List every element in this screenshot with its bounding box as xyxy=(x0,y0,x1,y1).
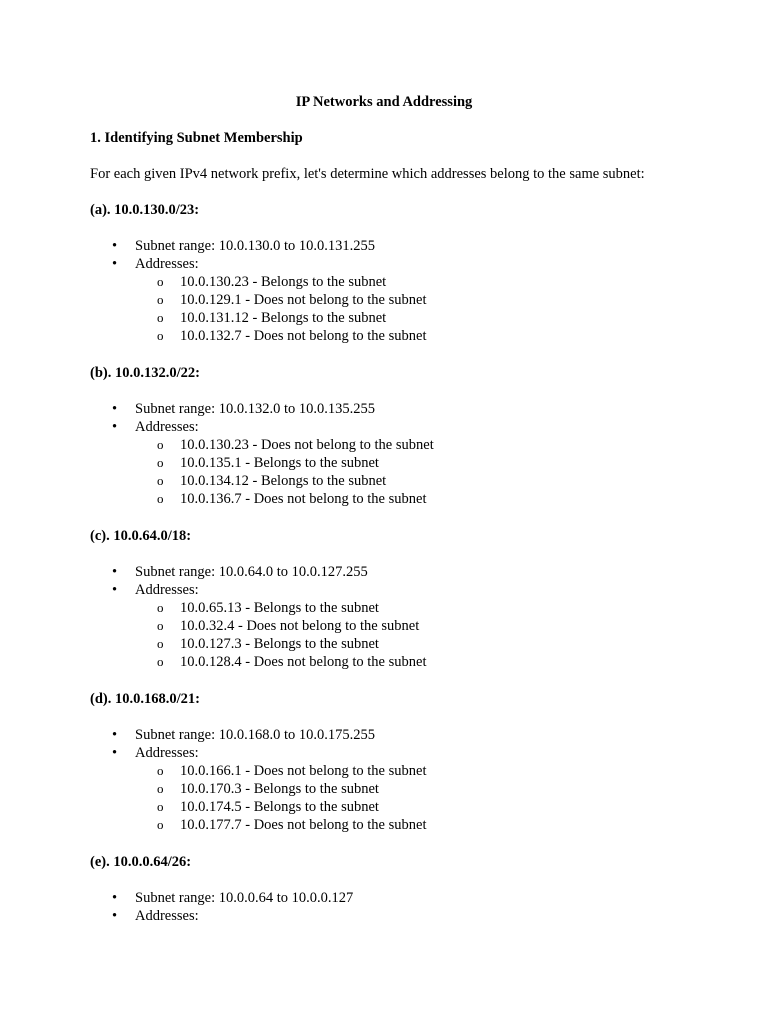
document-title: IP Networks and Addressing xyxy=(295,94,473,110)
address-item: o 10.0.131.12 - Belongs to the subnet xyxy=(135,309,426,327)
addresses-item xyxy=(0,744,426,834)
address-item: o 10.0.170.3 - Belongs to the subnet xyxy=(135,780,426,798)
addresses-label: Addresses: xyxy=(135,256,199,272)
part-c-heading: (c). 10.0.64.0/18: xyxy=(90,528,192,544)
address-item: o 10.0.130.23 - Does not belong to the subnet xyxy=(135,436,434,454)
subnet-range-item: • Subnet range: 10.0.168.0 to 10.0.175.255 xyxy=(0,726,426,744)
intro-paragraph: For each given IPv4 network prefix, let's determine which addresses belong to the same subnet: xyxy=(90,166,645,182)
address-item: o 10.0.130.23 - Belongs to the subnet xyxy=(135,273,426,291)
part-c-list xyxy=(0,563,426,671)
address-item: o 10.0.129.1 - Does not belong to the subnet xyxy=(135,291,426,309)
address-list xyxy=(135,762,426,834)
part-b-heading: (b). 10.0.132.0/22: xyxy=(90,365,200,381)
section-heading: 1. Identifying Subnet Membership xyxy=(90,130,303,146)
part-b-list xyxy=(0,400,434,508)
address-list xyxy=(135,599,426,671)
part-a-heading: (a). 10.0.130.0/23: xyxy=(90,202,200,218)
address-item: o 10.0.166.1 - Does not belong to the subnet xyxy=(135,762,426,780)
addresses-label: Addresses: xyxy=(135,745,199,761)
address-item: o 10.0.136.7 - Does not belong to the subnet xyxy=(135,490,434,508)
address-list xyxy=(135,436,434,508)
addresses-label: Addresses: xyxy=(135,582,199,598)
address-item: o 10.0.132.7 - Does not belong to the subnet xyxy=(135,327,426,345)
part-d-heading: (d). 10.0.168.0/21: xyxy=(90,691,200,707)
addresses-item xyxy=(0,907,353,925)
addresses-label: Addresses: xyxy=(135,419,199,435)
address-item: o 10.0.32.4 - Does not belong to the subnet xyxy=(135,617,426,635)
addresses-item xyxy=(0,418,434,508)
part-e-list xyxy=(0,889,353,925)
part-a-list xyxy=(0,237,426,345)
address-list xyxy=(135,273,426,345)
subnet-range-item: • Subnet range: 10.0.0.64 to 10.0.0.127 xyxy=(0,889,353,907)
address-item: o 10.0.134.12 - Belongs to the subnet xyxy=(135,472,434,490)
address-item: o 10.0.174.5 - Belongs to the subnet xyxy=(135,798,426,816)
addresses-label: Addresses: xyxy=(135,908,199,924)
address-item: o 10.0.128.4 - Does not belong to the subnet xyxy=(135,653,426,671)
subnet-range-item: • Subnet range: 10.0.130.0 to 10.0.131.255 xyxy=(0,237,426,255)
addresses-item xyxy=(0,255,426,345)
part-e-heading: (e). 10.0.0.64/26: xyxy=(90,854,192,870)
address-item: o 10.0.135.1 - Belongs to the subnet xyxy=(135,454,434,472)
part-d-list xyxy=(0,726,426,834)
subnet-range-item: • Subnet range: 10.0.64.0 to 10.0.127.255 xyxy=(0,563,426,581)
address-item: o 10.0.65.13 - Belongs to the subnet xyxy=(135,599,426,617)
address-item: o 10.0.177.7 - Does not belong to the subnet xyxy=(135,816,426,834)
subnet-range-item: • Subnet range: 10.0.132.0 to 10.0.135.255 xyxy=(0,400,434,418)
address-item: o 10.0.127.3 - Belongs to the subnet xyxy=(135,635,426,653)
addresses-item xyxy=(0,581,426,671)
